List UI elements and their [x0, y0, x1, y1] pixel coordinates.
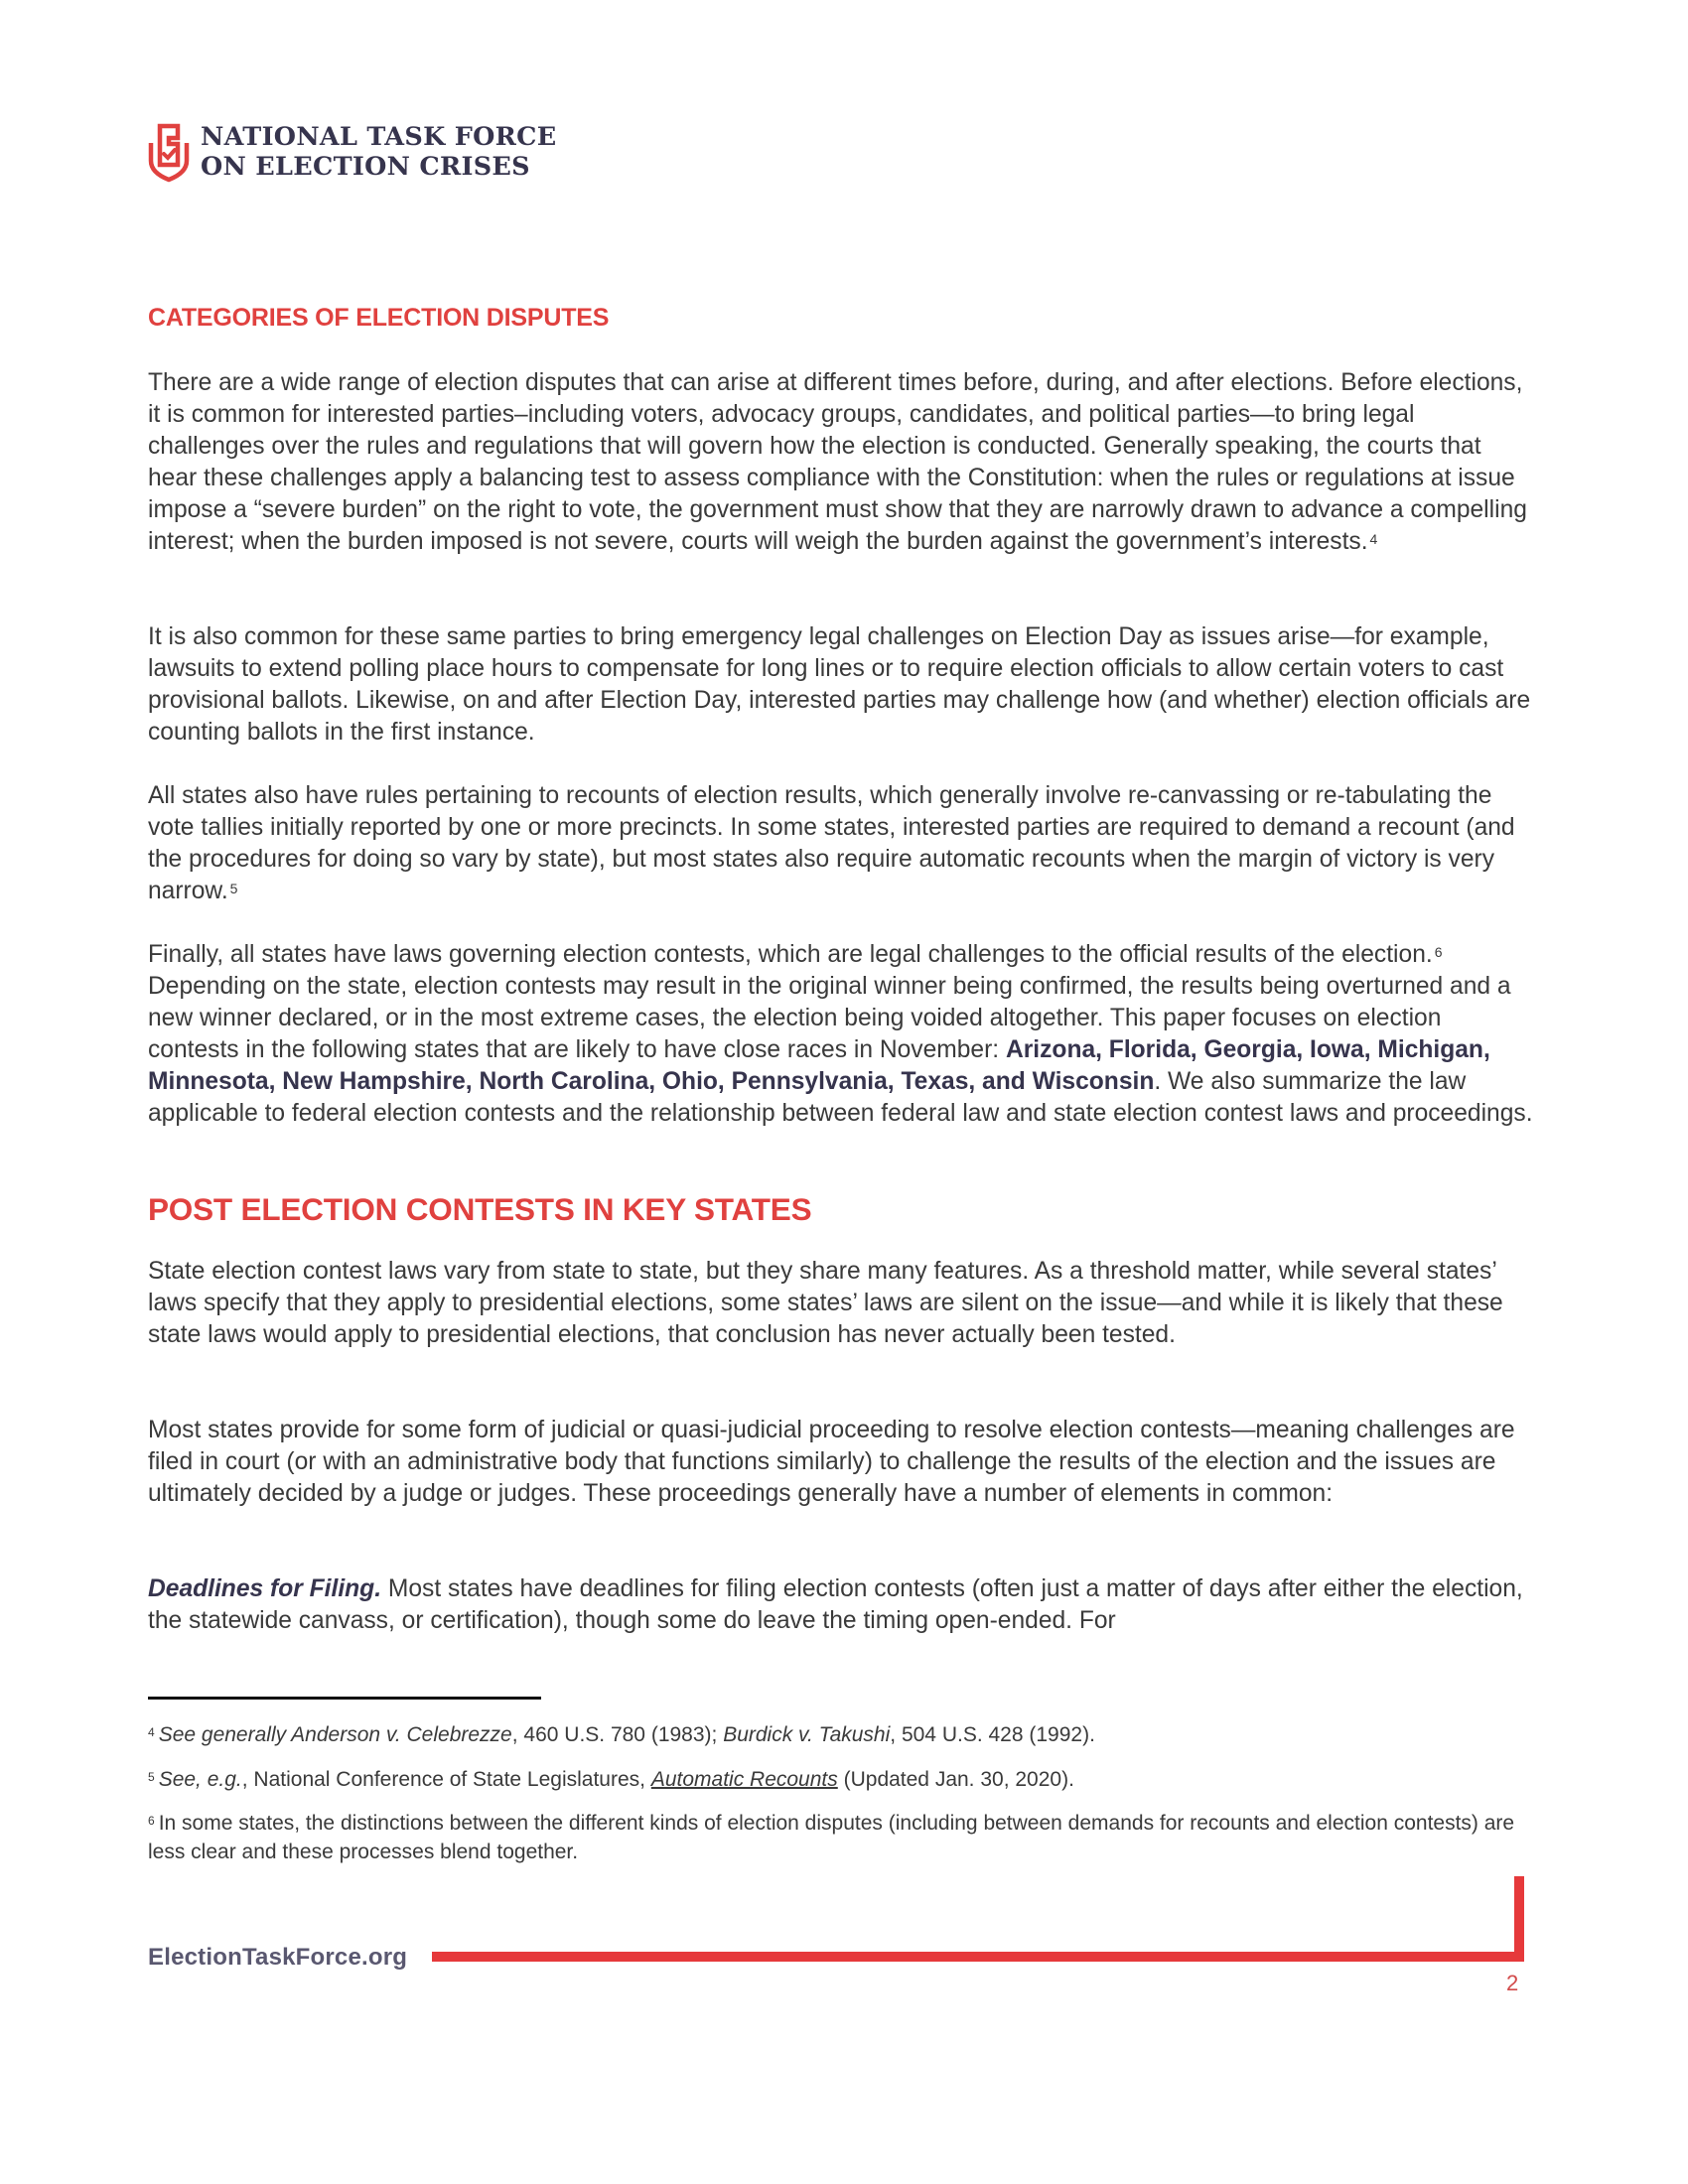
footnote-4 [148, 1720, 1538, 1749]
case-citation: Burdick v. Takushi [723, 1723, 891, 1746]
citation-text: (Updated Jan. 30, 2020). [837, 1768, 1074, 1791]
shield-ballot-check-icon [147, 121, 191, 183]
paragraph-text: Most states have deadlines for filing election contests (often just a matter of days after either the election, the statewide canvass, or certification), though some do leave the timing open-ended. For [148, 1575, 1523, 1634]
paragraph-contests [148, 939, 1533, 1130]
paragraph-text: Most states provide for some form of judicial or quasi-judicial proceeding to resolve election contests—meaning challenges are filed in court (or with an administrative body that functions similarly) to challenge the results of the election and the issues are ultimately decided by a judge or judges. These proceedings generally have a number of elements in common: [148, 1417, 1515, 1507]
key-states-list: Arizona, Florida, Georgia, Iowa, Michigan, Minnesota, New Hampshire, North Carolina, Ohio, Pennsylvania, Texas, and Wisconsin [148, 1036, 1490, 1095]
paragraph-text: . We also summarize the law applicable to federal election contests and the relationship between federal law and state election contest laws and proceedings. [148, 1068, 1533, 1127]
footnote-ref-5[interactable]: 5 [229, 881, 238, 896]
page-number: 2 [1506, 1971, 1519, 1995]
paragraph-election-day [148, 621, 1533, 749]
footnote-number: 5 [148, 1770, 155, 1784]
footnote-5 [148, 1765, 1538, 1794]
org-name [201, 122, 556, 182]
citation-text: , 504 U.S. 428 (1992). [890, 1723, 1095, 1746]
paragraph-text: It is also common for these same parties to bring emergency legal challenges on Election Day as issues arise—for example, lawsuits to extend polling place hours to compensate for long lines or to require election officials to allow certain voters to cast provisional ballots. Likewise, on and after Election Day, interested parties may challenge how (and whether) election officials are counting ballots in the first instance. [148, 623, 1531, 746]
automatic-recounts-link[interactable]: Automatic Recounts [650, 1768, 838, 1791]
footnote-ref-6[interactable]: 6 [1434, 944, 1443, 960]
paragraph-text: Depending on the state, election contests may result in the original winner being confirmed, the results being overturned and a new winner declared, or in the most extreme cases, the election being voided altogether. This paper focuses on election contests in the following states that are likely to have close races in November: [148, 973, 1511, 1063]
org-logo [147, 121, 556, 183]
paragraph-recounts [148, 780, 1533, 907]
footnote-6 [148, 1809, 1538, 1866]
footnote-divider [148, 1697, 541, 1700]
footnote-ref-4[interactable]: 4 [1369, 531, 1378, 547]
footer-rule-horizontal [432, 1952, 1524, 1962]
paragraph-state-laws [148, 1256, 1533, 1351]
section-heading-categories: CATEGORIES OF ELECTION DISPUTES [148, 304, 610, 332]
footnote-number: 4 [148, 1725, 155, 1739]
citation-text: , National Conference of State Legislatures, [241, 1768, 651, 1791]
paragraph-text: Finally, all states have laws governing election contests, which are legal challenges to the official results of the election. [148, 941, 1433, 968]
paragraph-text: All states also have rules pertaining to recounts of election results, which generally involve re-canvassing or re-tabulating the vote tallies initially reported by one or more precincts. In some states, interested parties are required to demand a recount (and the procedures for doing so vary by state), but most states also require automatic recounts when the margin of victory is very narrow. [148, 782, 1515, 904]
footer-rule-vertical [1514, 1876, 1524, 1962]
website-link[interactable]: ElectionTaskForce.org [148, 1944, 408, 1971]
citation-text: , 460 U.S. 780 (1983); [511, 1723, 724, 1746]
paragraph-text: There are a wide range of election disputes that can arise at different times before, during, and after elections. Before elections, it is common for interested parties–including voters, advocacy groups, candidates, and political parties—to bring legal challenges over the rules and regulations that will govern how the election is conducted. Generally speaking, the courts that hear these challenges apply a balancing test to assess compliance with the Constitution: when the rules or regulations at issue impose a “severe burden” on the right to vote, the government must show that they are narrowly drawn to advance a compelling interest; when the burden imposed is not severe, courts will weigh the burden against the government’s interests. [148, 369, 1527, 555]
org-name-line2: ON ELECTION CRISES [201, 152, 530, 182]
lead-in-deadlines: Deadlines for Filing. [148, 1575, 382, 1602]
case-citation: See generally Anderson v. Celebrezze [158, 1723, 512, 1746]
paragraph-deadlines [148, 1573, 1533, 1637]
paragraph-intro [148, 367, 1533, 558]
paragraph-text: State election contest laws vary from state to state, but they share many features. As a threshold matter, while several states’ laws specify that they apply to presidential elections, some states’ laws are silent on the issue—and while it is likely that these state laws would apply to presidential elections, that conclusion has never actually been tested. [148, 1258, 1503, 1348]
org-name-line1: NATIONAL TASK FORCE [201, 122, 557, 152]
signal-text: See, e.g. [158, 1768, 242, 1791]
footnote-number: 6 [148, 1814, 155, 1828]
paragraph-judicial [148, 1415, 1533, 1510]
section-heading-post-election: POST ELECTION CONTESTS IN KEY STATES [148, 1191, 812, 1227]
footnote-text: In some states, the distinctions between the different kinds of election disputes (including between demands for recounts and election contests) are less clear and these processes blend together. [148, 1812, 1515, 1863]
